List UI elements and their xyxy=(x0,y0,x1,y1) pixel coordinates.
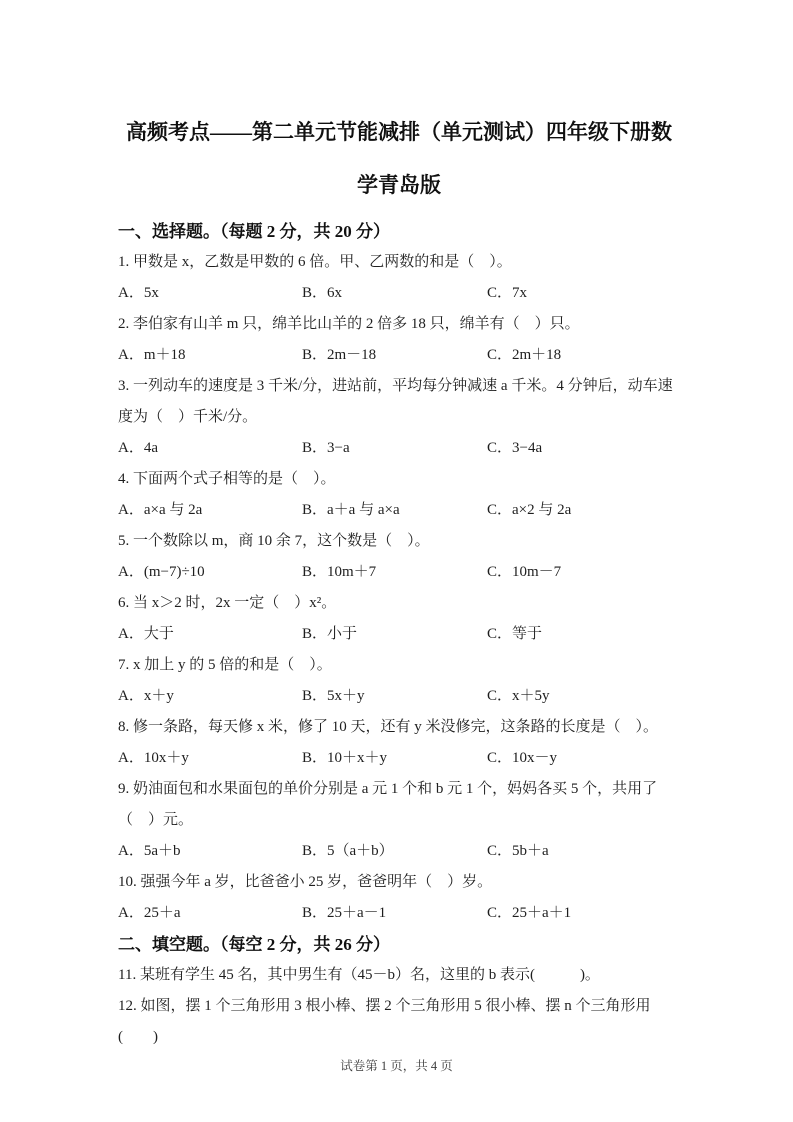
question-text: 10. 强强今年 a 岁，比爸爸小 25 岁，爸爸明年（ ）岁。 xyxy=(118,874,493,890)
option-label: A．x＋y xyxy=(118,688,174,704)
option-label: C．25＋a＋1 xyxy=(487,905,572,921)
options-row xyxy=(118,836,680,867)
option-label: B．25＋a－1 xyxy=(302,905,387,921)
option-label: C．x＋5y xyxy=(487,688,550,704)
options-row xyxy=(118,433,680,464)
option-label: A．大于 xyxy=(118,626,174,642)
option-label: A．10x＋y xyxy=(118,750,189,766)
question-text: 3. 一列动车的速度是 3 千米/分，进站前，平均每分钟减速 a 千米。4 分钟后，动车速度为（ ）千米/分。 xyxy=(118,378,673,425)
question-text: 2. 李伯家有山羊 m 只，绵羊比山羊的 2 倍多 18 只，绵羊有（ ）只。 xyxy=(118,316,580,332)
option-label: A．a×a 与 2a xyxy=(118,502,203,518)
question-text: 7. x 加上 y 的 5 倍的和是（ ）。 xyxy=(118,657,332,673)
document-content xyxy=(118,106,680,1053)
options-row xyxy=(118,619,680,650)
option-label: C．2m＋18 xyxy=(487,347,562,363)
option-label: A．m＋18 xyxy=(118,347,186,363)
question-text: 6. 当 x＞2 时，2x 一定（ ）x²。 xyxy=(118,595,337,611)
option-label: C．10m－7 xyxy=(487,564,562,580)
option-label: C．3−4a xyxy=(487,440,543,456)
section-heading: 一、选择题。（每题 2 分，共 20 分） xyxy=(118,222,390,241)
option-label: B．5（a＋b） xyxy=(302,843,394,859)
question-text: 11. 某班有学生 45 名，其中男生有（45－b）名，这里的 b 表示( )。 xyxy=(118,967,600,983)
option-label: A．5x xyxy=(118,285,159,301)
option-label: B．小于 xyxy=(302,626,358,642)
option-label: C．7x xyxy=(487,285,528,301)
option-label: C．5b＋a xyxy=(487,843,549,859)
option-label: B．5x＋y xyxy=(302,688,365,704)
question-text: 1. 甲数是 x，乙数是甲数的 6 倍。甲、乙两数的和是（ ）。 xyxy=(118,254,512,270)
option-label: B．6x xyxy=(302,285,343,301)
options-row xyxy=(118,340,680,371)
option-label: B．a＋a 与 a×a xyxy=(302,502,400,518)
options-row xyxy=(118,278,680,309)
option-label: C．a×2 与 2a xyxy=(487,502,572,518)
option-label: C．10x－y xyxy=(487,750,558,766)
options-row xyxy=(118,743,680,774)
question-text: 9. 奶油面包和水果面包的单价分别是 a 元 1 个和 b 元 1 个，妈妈各买 5 个，共用了（ ）元。 xyxy=(118,781,658,828)
option-label: C．等于 xyxy=(487,626,543,642)
question-text: 12. 如图，摆 1 个三角形用 3 根小棒、摆 2 个三角形用 5 很小棒、摆 n 个三角形用( ) xyxy=(118,998,651,1045)
option-label: B．3−a xyxy=(302,440,350,456)
options-row xyxy=(118,495,680,526)
option-label: A．4a xyxy=(118,440,158,456)
option-label: A．25＋a xyxy=(118,905,181,921)
option-label: A．(m−7)÷10 xyxy=(118,564,205,580)
page-footer: 试卷第 1 页，共 4 页 xyxy=(340,1059,453,1073)
option-label: B．2m－18 xyxy=(302,347,377,363)
section-heading: 二、填空题。（每空 2 分，共 26 分） xyxy=(118,935,390,954)
options-row xyxy=(118,557,680,588)
option-label: B．10＋x＋y xyxy=(302,750,388,766)
question-text: 4. 下面两个式子相等的是（ ）。 xyxy=(118,471,336,487)
option-label: A．5a＋b xyxy=(118,843,181,859)
options-row xyxy=(118,681,680,712)
sections xyxy=(118,216,680,1053)
question-text: 8. 修一条路，每天修 x 米，修了 10 天，还有 y 米没修完，这条路的长度是（ ）。 xyxy=(118,719,659,735)
page-title: 高频考点——第二单元节能减排（单元测试）四年级下册数学青岛版 xyxy=(126,120,672,197)
options-row xyxy=(118,898,680,929)
option-label: B．10m＋7 xyxy=(302,564,377,580)
question-text: 5. 一个数除以 m，商 10 余 7，这个数是（ ）。 xyxy=(118,533,430,549)
